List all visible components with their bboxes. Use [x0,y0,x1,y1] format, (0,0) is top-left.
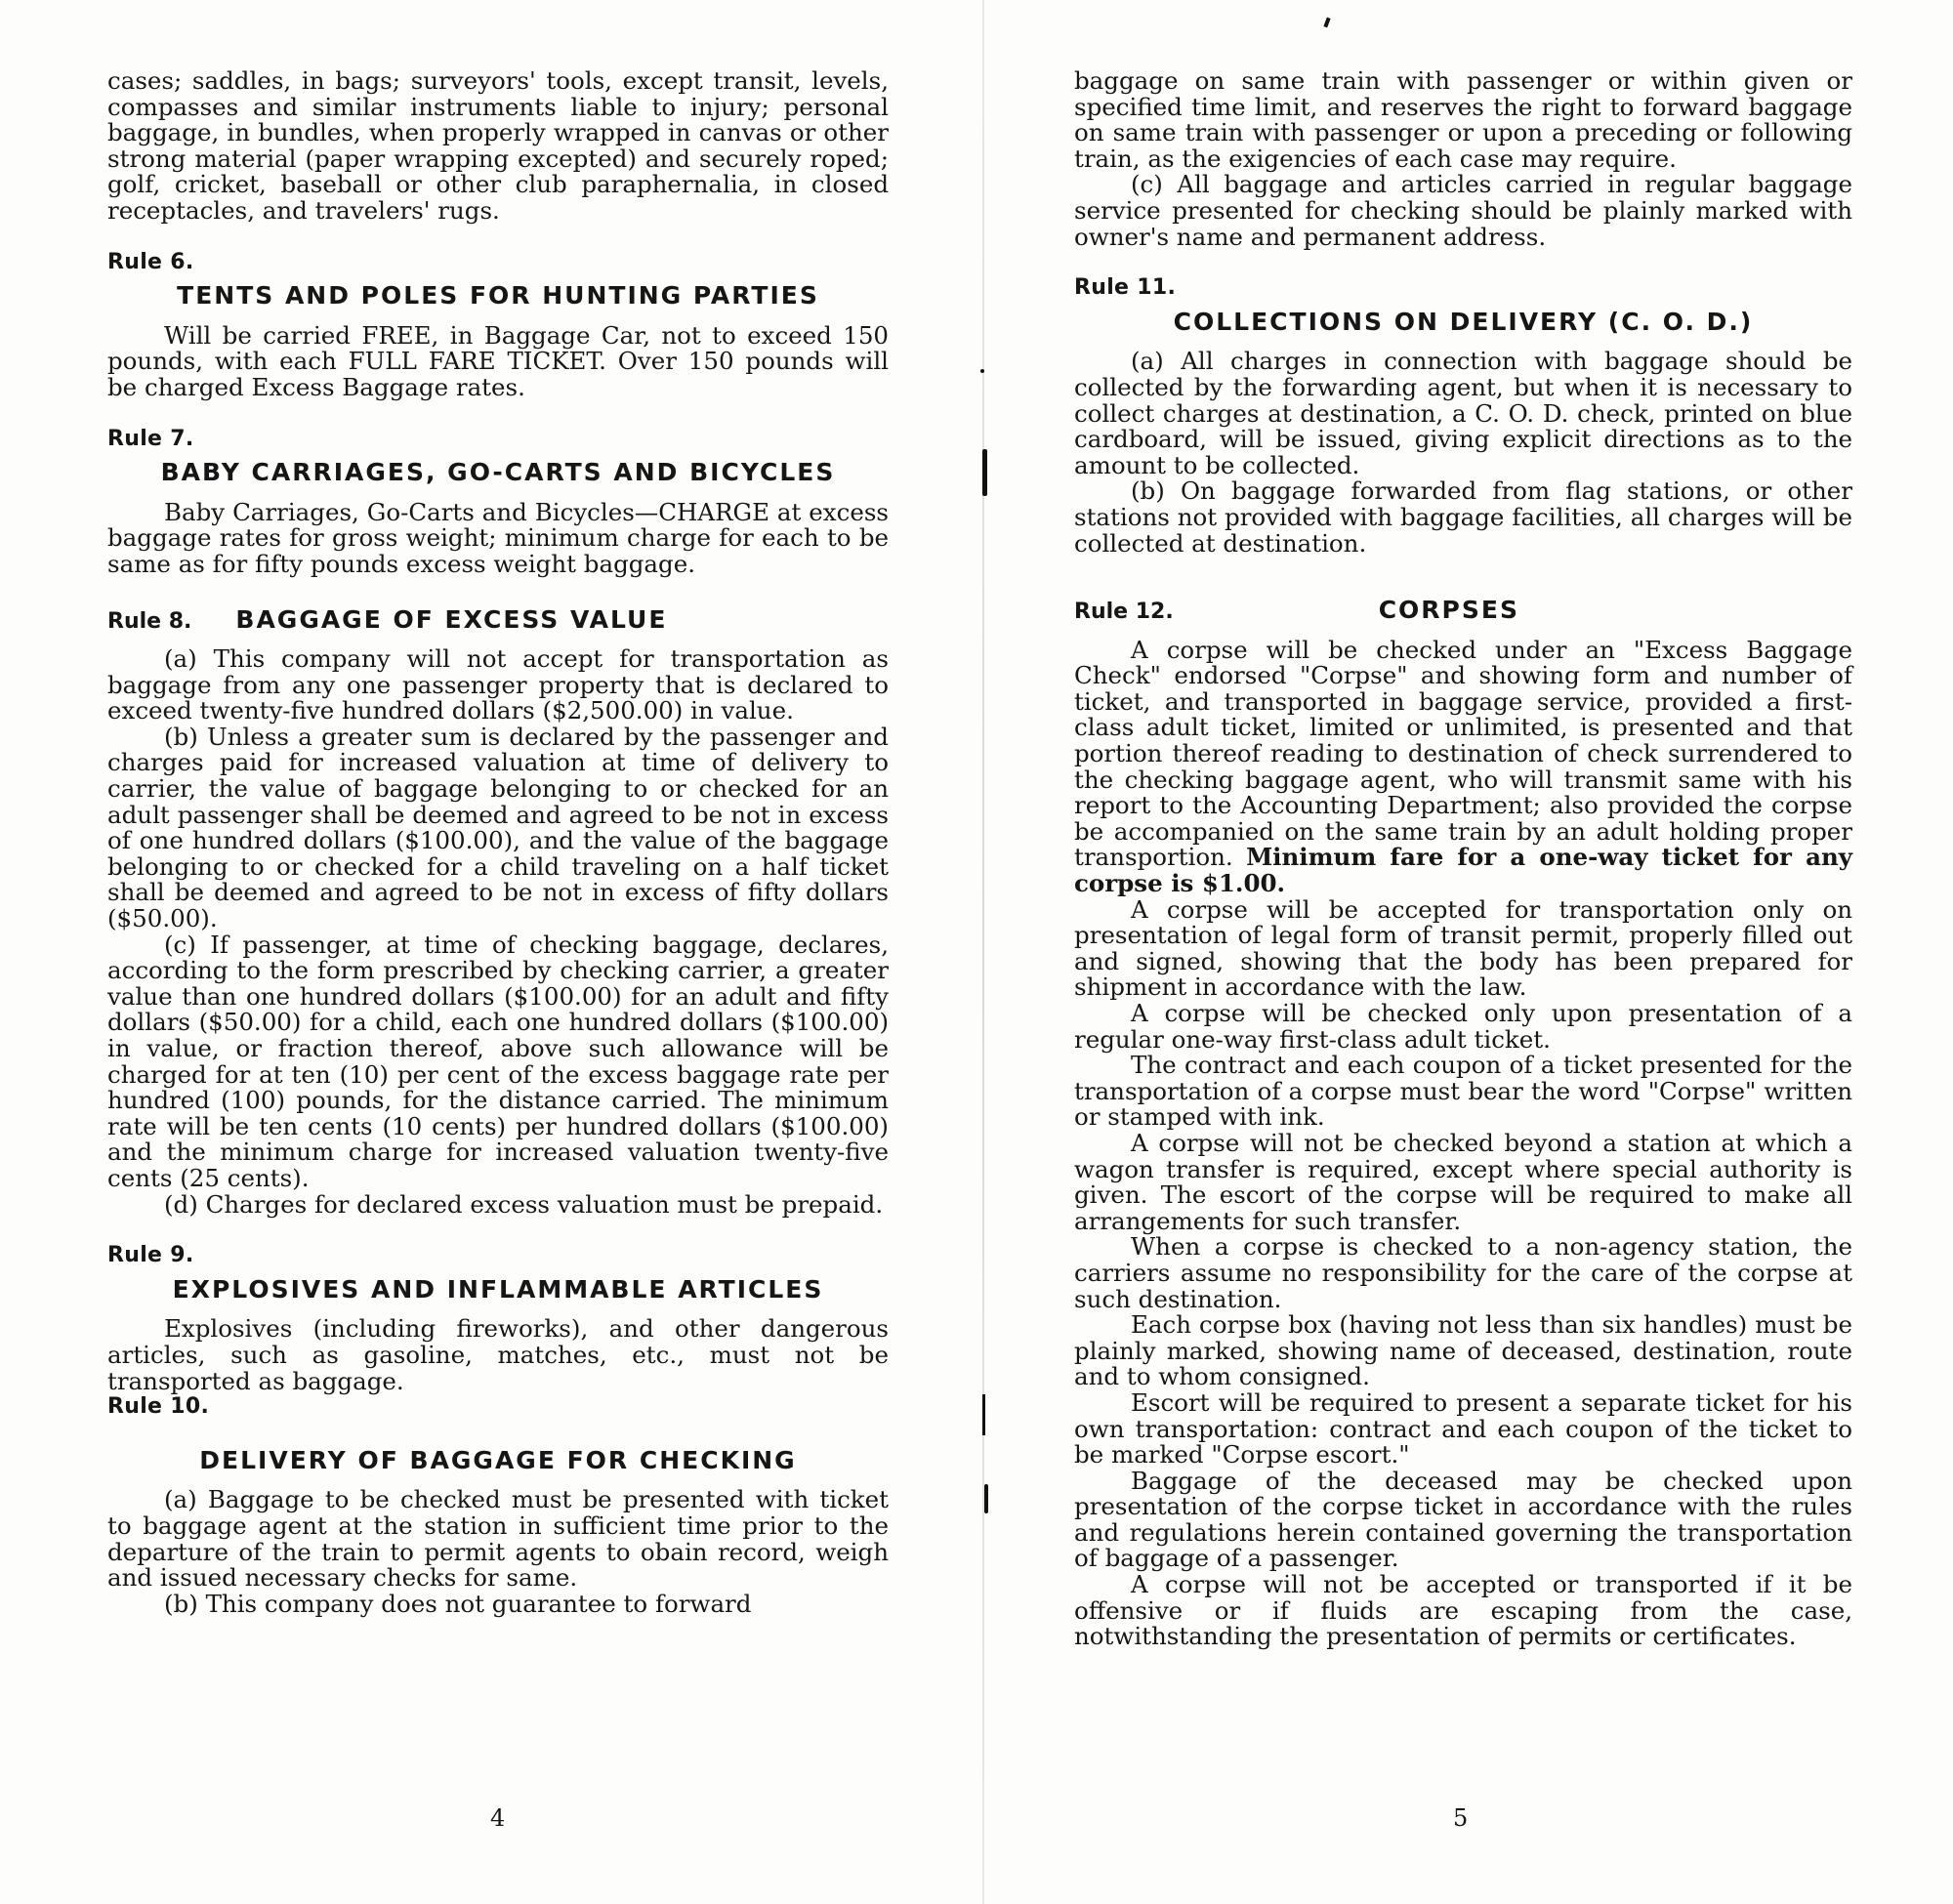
rule-9-label: Rule 9. [107,1243,194,1268]
rule-11-para-a: (a) All charges in connection with baggage should be collected by the forwarding agent, but when it is necessary to collect charges at destination, a C. O. D. check, printed on blue cardboard, will be issued, giving explicit directions as to the amount to be collected. [1074,347,1852,479]
rule-12-label: Rule 12. [1074,600,1174,625]
rule-11-para-b: (b) On baggage forwarded from flag stations, or other stations not provided with baggage facilities, all charges will be collected at destination. [1074,476,1852,558]
rule-10-para-a: (a) Baggage to be checked must be presented with ticket to baggage agent at the station in sufficient time prior to the departure of the train to permit agents to obain record, weigh and issued necessary checks for same. [107,1485,889,1593]
rule-12-para-1 [1074,635,1852,898]
minimum-fare-note: Minimum fare for a one-way ticket for any corpse is $1.00. [1074,843,1852,898]
page-number-right: 5 [1453,1804,1469,1832]
rule-7-label: Rule 7. [107,426,194,451]
continuation-text: baggage on same train with passenger or within given or specified time limit, and reserves the right to forward baggage on same train with passenger or upon a preceding or following train, as the exigencies of each case may require. [1074,66,1852,173]
rule-12-para-7: Each corpse box (having not less than six handles) must be plainly marked, showing name of deceased, destination, route and to whom consigned. [1074,1310,1852,1391]
rule-12-para-4: The contract and each coupon of a ticket presented for the transportation of a corpse must bear the word "Corpse" written or stamped with ink. [1074,1051,1852,1132]
rule-12-para-3: A corpse will be checked only upon presentation of a regular one-way first-class adult ticket. [1074,999,1852,1054]
ink-mark [982,1394,985,1435]
rule-8-heading: BAGGAGE OF EXCESS VALUE [235,604,668,634]
rule-6-heading: TENTS AND POLES FOR HUNTING PARTIES [177,281,819,310]
ink-mark [980,369,984,373]
rule-10-para-b: (b) This company does not guarantee to forward [164,1589,752,1618]
right-page [1074,68,1852,1650]
ink-mark [984,1484,988,1513]
rule-12-para-1-text: A corpse will be checked under an "Excess Baggage Check" endorsed "Corpse" and showing form and number of ticket, and transported in baggage service, provided a first-class adult ticket, limited or unlimited, is presented and that portion thereof reading to destination of check surrendered to the checking baggage agent, who will transmit same with his report to the Accounting Department; also provided the corpse be accompanied on the same train by an adult holding proper transportion. [1074,635,1852,872]
rule-11-heading: COLLECTIONS ON DELIVERY (C. O. D.) [1173,307,1754,336]
rule-8-para-d: (d) Charges for declared excess valuation must be prepaid. [164,1189,884,1219]
rule-8-para-c: (c) If passenger, at time of checking baggage, declares, according to the form prescribed by checking carrier, a greater value than one hundred dollars ($100.00) for an adult and fifty dollars ($50.00) for a child, each one hundred dollars ($100.00) in value, or fraction thereof, above such allowance will be charged for at ten (10) per cent of the excess baggage rate per hundred (100) pounds, for the distance carried. The minimum rate will be ten cents (10 cents) per hundred dollars ($100.00) and the minimum charge for increased valuation twenty-five cents (25 cents). [107,930,889,1192]
rule-9-text: Explosives (including fireworks), and other dangerous articles, such as gasoline, matches, etc., must not be transported as baggage. [107,1314,889,1395]
rule-12-header [1074,598,1852,626]
ink-mark [1323,18,1330,28]
rule-11-label: Rule 11. [1074,275,1177,301]
rule-12-heading: CORPSES [1378,596,1519,625]
rule-8-para-a: (a) This company will not accept for transportation as baggage from any one passenger property that is declared to exceed twenty-five hundred dollars ($2,500.00) in value. [107,644,889,725]
rule-10-heading: DELIVERY OF BAGGAGE FOR CHECKING [199,1445,797,1474]
rule-12-para-5: A corpse will not be checked beyond a station at which a wagon transfer is required, except where special authority is given. The escort of the corpse will be required to make all arrangements for such transfer. [1074,1128,1852,1235]
left-page [107,68,889,1617]
rule-10-label: Rule 10. [107,1394,210,1420]
rule-7-text: Baby Carriages, Go-Carts and Bicycles—CHARGE at excess baggage rates for gross weight; minimum charge for each to be same as for fifty pounds excess weight baggage. [107,497,889,578]
rule-12-para-6: When a corpse is checked to a non-agency station, the carriers assume no responsibility for the care of the corpse at such destination. [1074,1232,1852,1313]
rule-8-header [107,604,889,636]
rule-12-para-2: A corpse will be accepted for transportation only on presentation of legal form of transit permit, properly filled out and signed, showing that the body has been prepared for shipment in accordance with the law. [1074,894,1852,1002]
rule-6-text: Will be carried FREE, in Baggage Car, not to exceed 150 pounds, with each FULL FARE TICKET. Over 150 pounds will be charged Excess Baggage rates. [107,320,889,401]
rule-9-heading: EXPLOSIVES AND INFLAMMABLE ARTICLES [172,1274,824,1304]
page-number-left: 4 [490,1804,506,1832]
rule-8-label: Rule 8. [107,608,192,634]
rule-8-para-b: (b) Unless a greater sum is declared by the passenger and charges paid for increased valuation at time of delivery to carrier, the value of baggage belonging to or checked for an adult passenger shall be deemed and agreed to be not in excess of one hundred dollars ($100.00), and the value of the baggage belonging to or checked for a child traveling on a half ticket shall be deemed and agreed to be not in excess of fifty dollars ($50.00). [107,722,889,933]
continuation-text: cases; saddles, in bags; surveyors' tools, except transit, levels, compasses and similar instruments liable to injury; personal baggage, in bundles, when properly wrapped in canvas or other strong material (paper wrapping excepted) and securely roped; golf, cricket, baseball or other club paraphernalia, in closed receptacles, and travelers' rugs. [107,66,889,225]
rule-12-para-10: A corpse will not be accepted or transported if it be offensive or if fluids are escaping from the case, notwithstanding the presentation of permits or certificates. [1074,1570,1852,1651]
ink-mark [982,449,987,496]
rule-7-heading: BABY CARRIAGES, GO-CARTS AND BICYCLES [160,458,836,487]
page-gutter [982,0,984,1904]
rule-12-para-9: Baggage of the deceased may be checked upon presentation of the corpse ticket in accordance with the rules and regulations herein contained governing the transportation of baggage of a passenger. [1074,1466,1852,1573]
rule-6-label: Rule 6. [107,249,194,274]
rule-10-para-c: (c) All baggage and articles carried in regular baggage service presented for checking should be plainly marked with owner's name and permanent address. [1074,170,1852,251]
rule-12-para-8: Escort will be required to present a separate ticket for his own transportation: contract and each coupon of the ticket to be marked "Corpse escort." [1074,1387,1852,1469]
